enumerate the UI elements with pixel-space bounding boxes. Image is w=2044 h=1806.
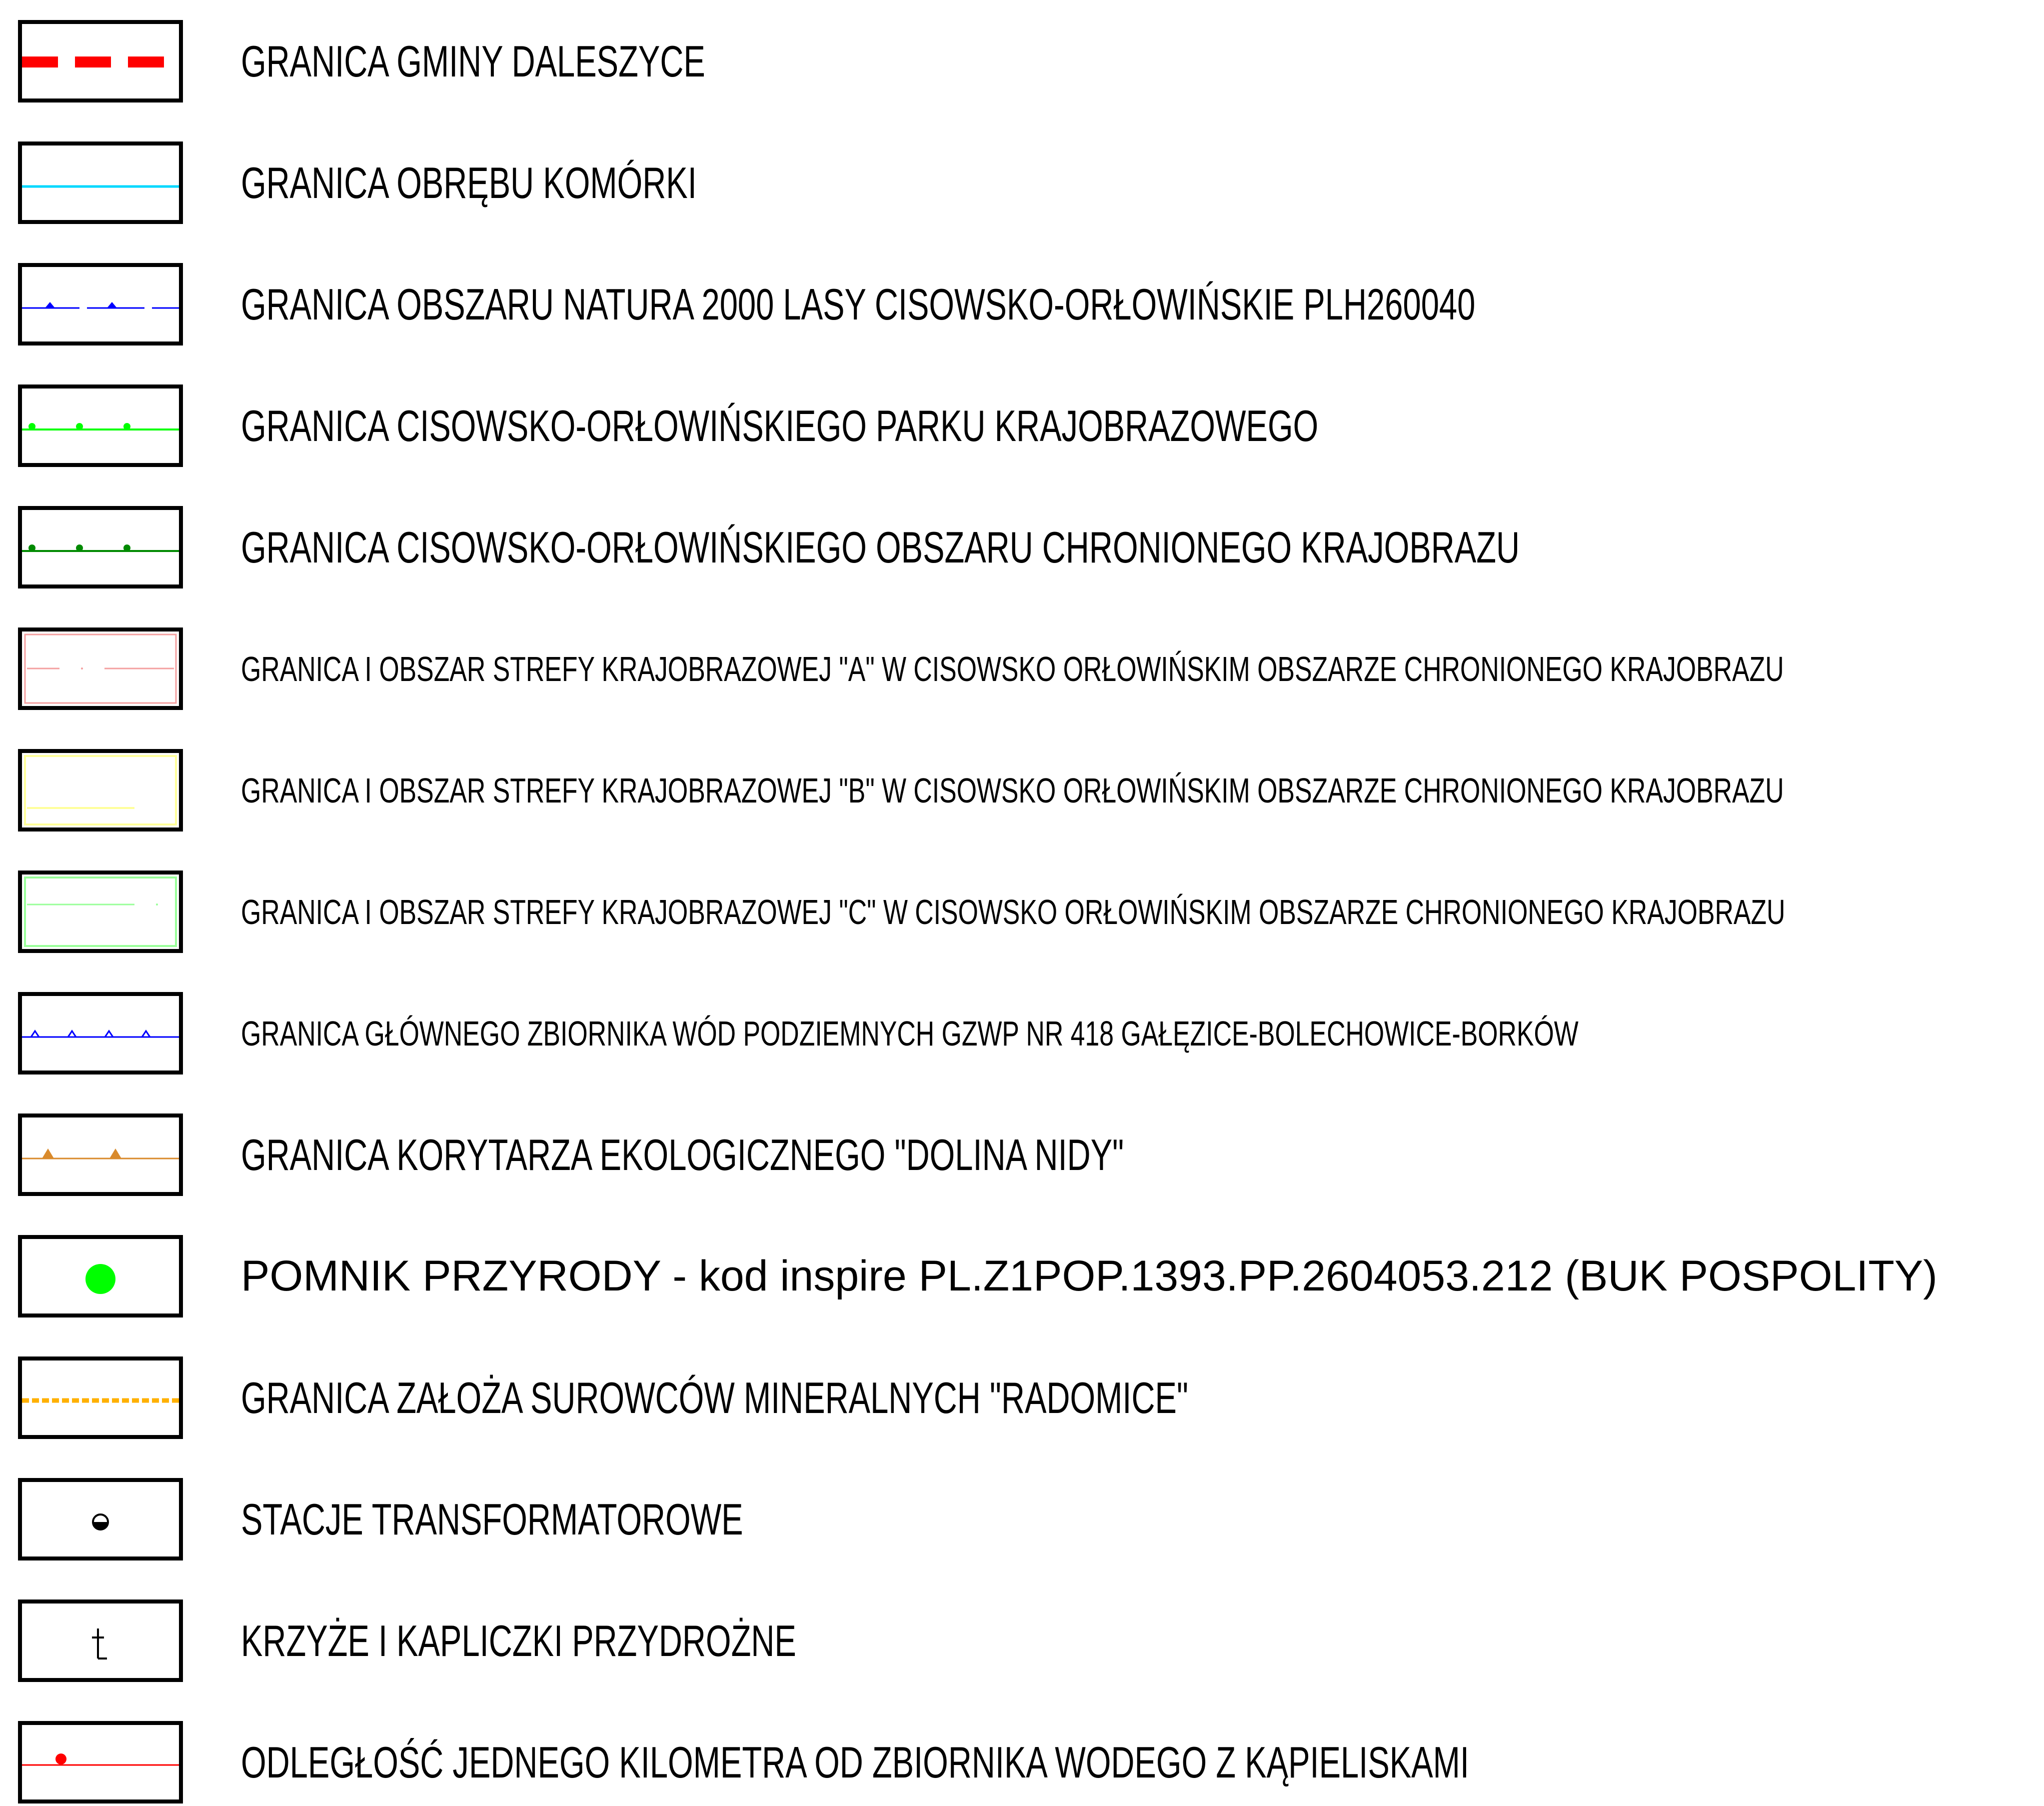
green-dotted-line-icon xyxy=(18,384,183,467)
legend-item-bathing-distance xyxy=(0,1721,2044,1806)
orange-dashed-line-icon xyxy=(18,1356,183,1439)
transformer-station-icon xyxy=(18,1478,183,1560)
pink-zone-a-icon xyxy=(18,628,183,710)
legend-label: GRANICA GŁÓWNEGO ZBIORNIKA WÓD PODZIEMNYCH GZWP NR 418 GAŁĘZICE-BOLECHOWICE-BORKÓW xyxy=(241,1014,1579,1053)
cyan-line-icon xyxy=(18,142,183,224)
legend-label: GRANICA I OBSZAR STREFY KRAJOBRAZOWEJ "C" W CISOWSKO ORŁOWIŃSKIM OBSZARZE CHRONIONEGO KRAJOBRAZU xyxy=(241,892,1786,932)
legend-item-natural-monument xyxy=(0,1235,2044,1320)
legend-item-municipality-border xyxy=(0,20,2044,105)
legend-item-mineral-deposit xyxy=(0,1356,2044,1442)
orange-triangle-line-icon xyxy=(18,1114,183,1196)
legend-label: ODLEGŁOŚĆ JEDNEGO KILOMETRA OD ZBIORNIKA WODEGO Z KĄPIELISKAMI xyxy=(241,1737,1469,1787)
legend-label: STACJE TRANSFORMATOROWE xyxy=(241,1494,743,1544)
wayside-cross-icon xyxy=(18,1600,183,1682)
legend-item-ecological-corridor xyxy=(0,1114,2044,1198)
legend-label: GRANICA I OBSZAR STREFY KRAJOBRAZOWEJ "A" W CISOWSKO ORŁOWIŃSKIM OBSZARZE CHRONIONEGO KRAJOBRAZU xyxy=(241,649,1784,688)
legend-item-transformer-stations xyxy=(0,1478,2044,1563)
blue-triangle-outline-line-icon xyxy=(18,992,183,1074)
legend-item-wayside-crosses xyxy=(0,1600,2044,1684)
legend-label: GRANICA CISOWSKO-ORŁOWIŃSKIEGO PARKU KRAJOBRAZOWEGO xyxy=(241,400,1319,450)
blue-dashed-triangle-line-icon xyxy=(18,263,183,346)
legend-label: GRANICA OBSZARU NATURA 2000 LASY CISOWSKO-ORŁOWIŃSKIE PLH260040 xyxy=(241,279,1476,329)
green-circle-icon xyxy=(18,1235,183,1318)
legend-label: GRANICA CISOWSKO-ORŁOWIŃSKIEGO OBSZARU CHRONIONEGO KRAJOBRAZU xyxy=(241,522,1520,572)
legend-label: KRZYŻE I KAPLICZKI PRZYDROŻNE xyxy=(241,1616,796,1666)
legend-item-groundwater-reservoir xyxy=(0,992,2044,1077)
legend-item-precinct-border xyxy=(0,142,2044,226)
legend-label: POMNIK PRZYRODY - kod inspire PL.Z1POP.1393.PP.2604053.212 (BUK POSPOLITY) xyxy=(241,1252,1938,1300)
red-dashed-line-icon xyxy=(18,20,183,102)
legend-item-zone-a xyxy=(0,628,2044,712)
legend-label: GRANICA KORYTARZA EKOLOGICZNEGO "DOLINA NIDY" xyxy=(241,1130,1124,1180)
legend-item-landscape-park xyxy=(0,384,2044,470)
legend-item-zone-c xyxy=(0,870,2044,956)
legend-item-protected-landscape xyxy=(0,506,2044,591)
legend-label: GRANICA ZAŁOŻA SUROWCÓW MINERALNYCH "RADOMICE" xyxy=(241,1372,1189,1422)
dark-green-dotted-line-icon xyxy=(18,506,183,588)
light-green-zone-c-icon xyxy=(18,870,183,953)
legend-label: GRANICA I OBSZAR STREFY KRAJOBRAZOWEJ "B" W CISOWSKO ORŁOWIŃSKIM OBSZARZE CHRONIONEGO KRAJOBRAZU xyxy=(241,770,1784,810)
yellow-zone-b-icon xyxy=(18,749,183,832)
legend-label: GRANICA GMINY DALESZYCE xyxy=(241,36,705,86)
red-dot-line-icon xyxy=(18,1721,183,1804)
legend-item-natura-2000 xyxy=(0,263,2044,348)
legend-item-zone-b xyxy=(0,749,2044,834)
legend-label: GRANICA OBRĘBU KOMÓRKI xyxy=(241,158,697,208)
